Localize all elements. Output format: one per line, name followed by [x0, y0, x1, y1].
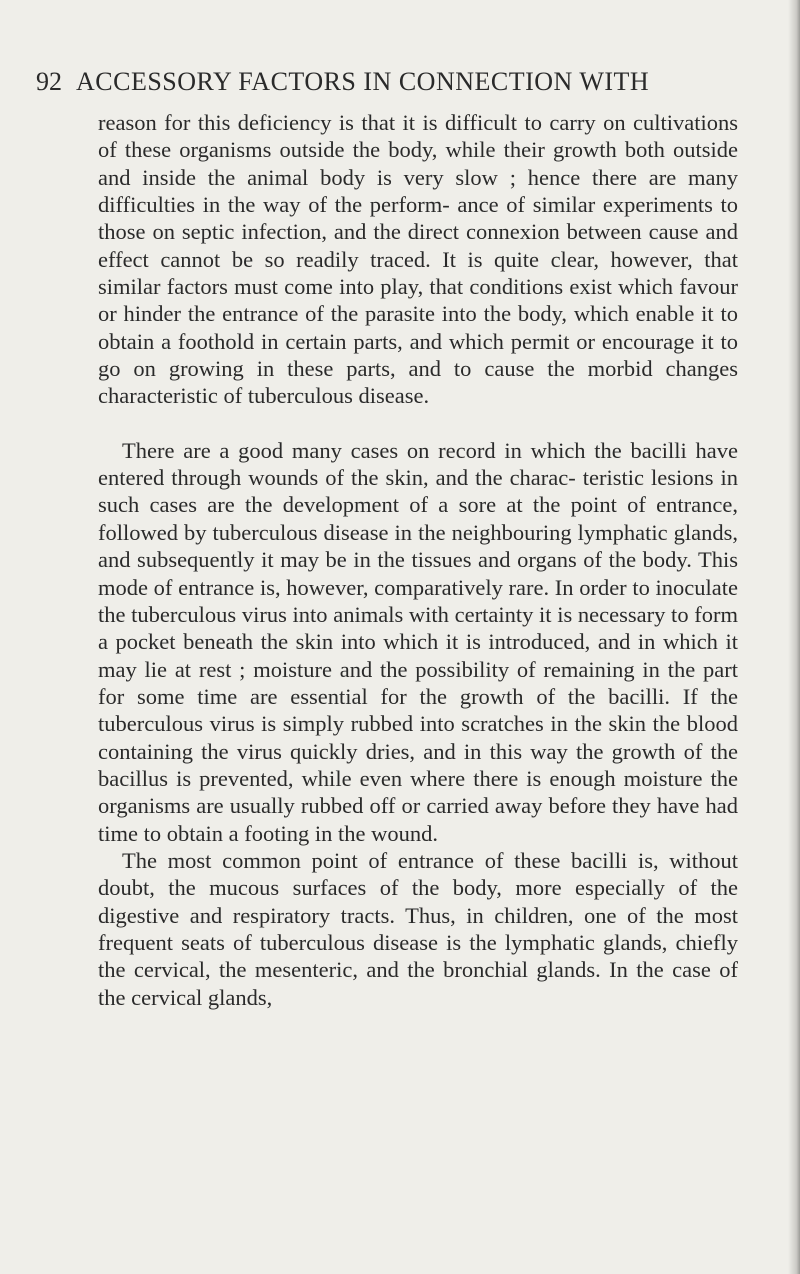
paragraph-skin-entrance: There are a good many cases on record in which the bacilli have entered through wounds of the skin, and the charac- teristic lesions in such cases are the development of a sore at the point of entrance, followed by tuberculous disease in the neighbouring lymphatic glands, and subsequently it may be in the tissues and organs of the body. This mode of entrance is, however, comparatively rare. In order to inoculate the tuberculous virus into animals with certainty it is necessary to form a pocket beneath the skin into which it is introduced, and in which it may lie at rest ; moisture and the possibility of remaining in the part for some time are essential for the growth of the bacilli. If the tuberculous virus is simply rubbed into scratches in the skin the blood containing the virus quickly dries, and in this way the growth of the bacillus is prevented, while even where there is enough moisture the organisms are usually rubbed off or carried away before they have had time to obtain a footing in the wound. — [98, 437, 738, 846]
running-header — [36, 64, 766, 100]
paragraph-continued: reason for this deficiency is that it is difficult to carry on cultivations of these organisms outside the body, while their growth both outside and inside the animal body is very slow ; hence there are many difficulties in the way of the perform- ance of similar experiments to those on septic infection, and the direct connexion between cause and effect cannot be so readily traced. It is quite clear, however, that similar factors must come into play, that conditions exist which favour or hinder the entrance of the parasite into the body, which enable it to obtain a foothold in certain parts, and which permit or encourage it to go on growing in these parts, and to cause the morbid changes characteristic of tuberculous disease. — [98, 110, 738, 409]
body-text — [98, 109, 738, 1011]
page-edge-shadow — [788, 0, 800, 1274]
running-title: ACCESSORY FACTORS IN CONNECTION WITH — [76, 67, 650, 96]
page-number: 92 — [36, 67, 62, 96]
paragraph-mucous-surfaces: The most common point of entrance of these bacilli is, without doubt, the mucous surfaces of the body, more especially of the digestive and respiratory tracts. Thus, in children, one of the most frequent seats of tuberculous disease is the lymphatic glands, chiefly the cervical, the mesenteric, and the bronchial glands. In the case of the cervical glands, — [98, 847, 738, 1010]
